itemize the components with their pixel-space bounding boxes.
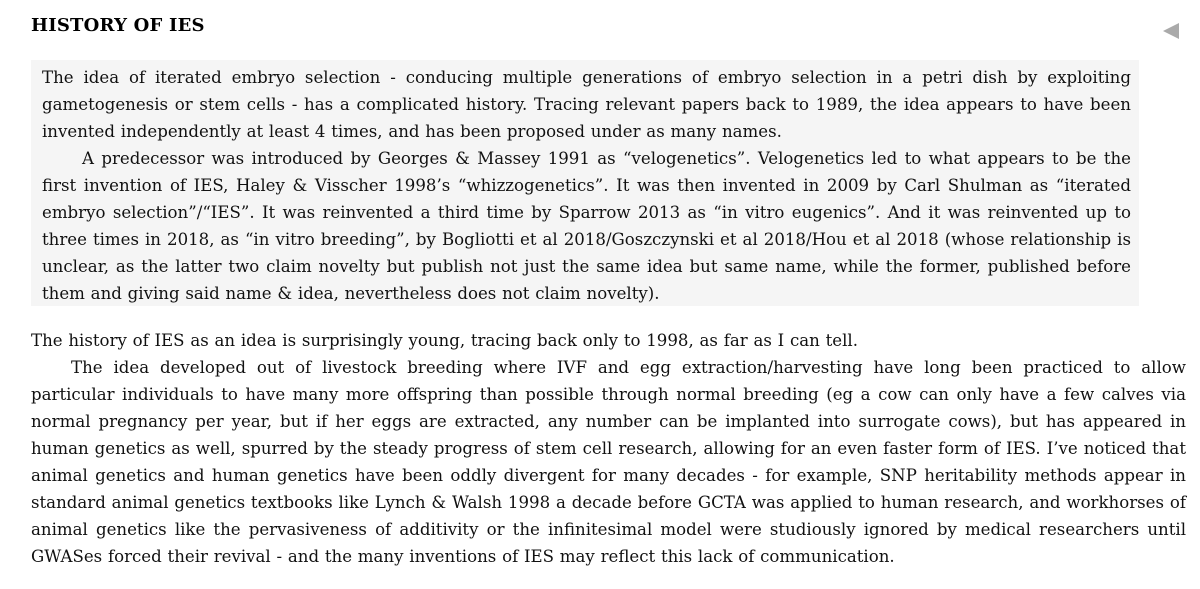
abstract-box: [31, 60, 1139, 306]
body-text: [31, 327, 1186, 570]
collapse-arrow-left-icon[interactable]: [1163, 23, 1179, 39]
section-heading: HISTORY OF IES: [31, 15, 205, 36]
abstract-paragraph-1: The idea of iterated embryo selection - conducing multiple generations of embryo selection in a petri dish by exploiting gametogenesis or stem cells - has a complicated history. Tracing relevant papers back to 1989, the idea appears to have been invented independently at least 4 times, and has been proposed under as many names.: [42, 68, 1131, 141]
body-paragraph-1: The history of IES as an idea is surprisingly young, tracing back only to 1998, as far as I can tell.: [31, 331, 858, 350]
abstract-paragraph-2: A predecessor was introduced by Georges & Massey 1991 as “velogenetics”. Velogenetics led to what appears to be the first invention of IES, Haley & Visscher 1998’s “whizzogenetics”. It was then invented in 2009 by Carl Shulman as “iterated embryo selection”/“IES”. It was reinvented a third time by Sparrow 2013 as “in vitro eugenics”. And it was reinvented up to three times in 2018, as “in vitro breeding”, by Bogliotti et al 2018/Goszczynski et al 2018/Hou et al 2018 (whose relationship is unclear, as the latter two claim novelty but publish not just the same idea but same name, while the former, published before them and giving said name & idea, nevertheless does not claim novelty).: [42, 149, 1131, 303]
body-paragraph-2: The idea developed out of livestock breeding where IVF and egg extraction/harvesting have long been practiced to allow particular individuals to have many more offspring than possible through normal breeding (eg a cow can only have a few calves via normal pregnancy per year, but if her eggs are extracted, any number can be implanted into surrogate cows), but has appeared in human genetics as well, spurred by the steady progress of stem cell research, allowing for an even faster form of IES. I’ve noticed that animal genetics and human genetics have been oddly divergent for many decades - for example, SNP heritability methods appear in standard animal genetics textbooks like Lynch & Walsh 1998 a decade before GCTA was applied to human research, and workhorses of animal genetics like the pervasiveness of additivity or the infinitesimal model were studiously ignored by medical researchers until GWASes forced their revival - and the many inventions of IES may reflect this lack of communication.: [31, 358, 1186, 566]
